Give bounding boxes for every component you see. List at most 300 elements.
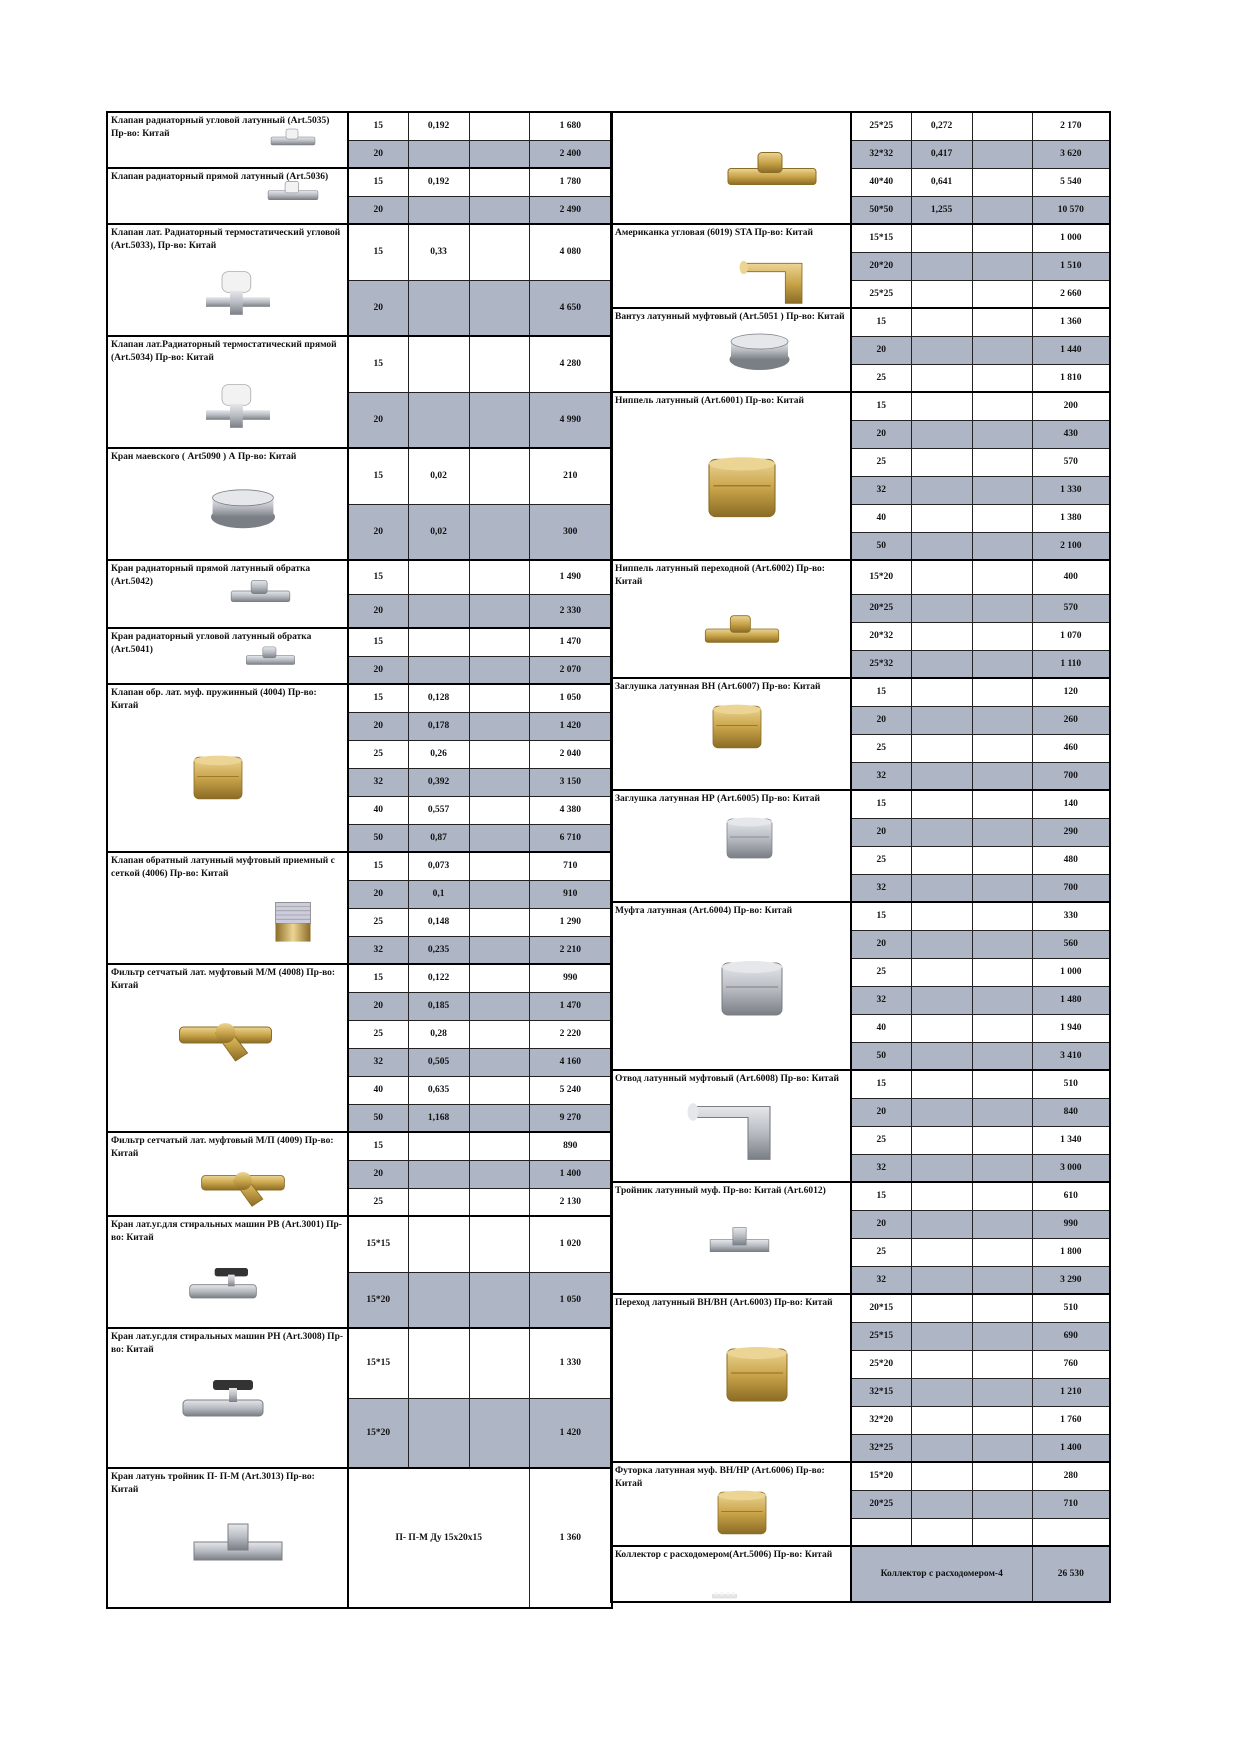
extra-cell xyxy=(469,594,529,628)
extra-cell xyxy=(972,622,1032,650)
extra-cell xyxy=(972,504,1032,532)
size-cell: 15 xyxy=(851,308,911,336)
product-name-cell xyxy=(107,628,348,684)
price-cell: 1 510 xyxy=(1032,252,1110,280)
weight-cell xyxy=(911,986,972,1014)
weight-cell: 0,073 xyxy=(408,852,469,880)
tee-valve-icon xyxy=(188,1495,288,1605)
weight-cell xyxy=(911,902,972,930)
table-row xyxy=(611,790,1110,818)
price-cell: 4 990 xyxy=(529,392,612,448)
angle-union-icon xyxy=(732,255,822,305)
weight-cell xyxy=(911,1266,972,1294)
extra-cell xyxy=(972,1350,1032,1378)
size-cell: 32 xyxy=(851,1154,911,1182)
price-cell: 1 420 xyxy=(529,1398,612,1468)
extra-cell xyxy=(469,712,529,740)
tee-icon xyxy=(702,1225,777,1265)
extra-cell xyxy=(469,656,529,684)
size-cell: 15 xyxy=(851,790,911,818)
return-valve-angle-icon xyxy=(243,641,298,677)
price-cell: 2 130 xyxy=(529,1188,612,1216)
weight-cell xyxy=(911,224,972,252)
size-cell: 25*25 xyxy=(851,112,911,140)
price-cell: 3 620 xyxy=(1032,140,1110,168)
product-name: Муфта латунная (Art.6004) Пр-во: Китай xyxy=(615,906,793,916)
price-cell: 400 xyxy=(1032,560,1110,594)
weight-cell xyxy=(911,818,972,846)
product-name: Футорка латунная муф. ВН/НР (Art.6006) Пр-во: Китай xyxy=(615,1466,825,1489)
price-cell: 9 270 xyxy=(529,1104,612,1132)
size-cell: 15 xyxy=(348,448,408,504)
extra-cell xyxy=(469,392,529,448)
weight-cell xyxy=(911,476,972,504)
price-cell: 4 650 xyxy=(529,280,612,336)
product-name: Кран маевского ( Art5090 ) А Пр-во: Китай xyxy=(111,452,297,462)
size-cell: 32 xyxy=(851,986,911,1014)
manifold-icon xyxy=(652,1587,797,1602)
weight-cell xyxy=(911,504,972,532)
price-cell: 610 xyxy=(1032,1182,1110,1210)
table-row xyxy=(107,964,612,992)
weight-cell xyxy=(911,1070,972,1098)
weight-cell xyxy=(911,532,972,560)
extra-cell xyxy=(972,1238,1032,1266)
price-cell: 5 540 xyxy=(1032,168,1110,196)
size-cell: 25 xyxy=(851,364,911,392)
table-row xyxy=(107,336,612,392)
table-row xyxy=(611,902,1110,930)
size-cell: 20 xyxy=(851,420,911,448)
price-cell: 1 470 xyxy=(529,628,612,656)
price-cell: 910 xyxy=(529,880,612,908)
price-table-left xyxy=(106,111,613,1609)
product-name: Отвод латунный муфтовый (Art.6008) Пр-во: Китай xyxy=(615,1074,840,1084)
price-cell: 1 470 xyxy=(529,992,612,1020)
extra-cell xyxy=(972,1266,1032,1294)
size-cell: 15 xyxy=(348,112,408,140)
weight-cell xyxy=(408,560,469,594)
extra-cell xyxy=(972,168,1032,196)
price-cell: 1 330 xyxy=(529,1328,612,1398)
weight-cell xyxy=(911,364,972,392)
size-cell: 15*15 xyxy=(348,1216,408,1272)
weight-cell xyxy=(911,1042,972,1070)
price-cell: 3 410 xyxy=(1032,1042,1110,1070)
extra-cell xyxy=(972,594,1032,622)
product-name-cell xyxy=(107,560,348,628)
size-cell: 15 xyxy=(851,1182,911,1210)
extra-cell xyxy=(972,336,1032,364)
product-name: Коллектор с расходомером(Art.5006) Пр-во: Китай xyxy=(615,1550,833,1560)
extra-cell xyxy=(972,1434,1032,1462)
product-name-cell xyxy=(611,112,851,224)
extra-cell xyxy=(469,908,529,936)
merged-description-cell: П- П-М Ду 15х20х15 xyxy=(348,1468,529,1608)
table-row xyxy=(107,628,612,656)
weight-cell: 1,255 xyxy=(911,196,972,224)
extra-cell xyxy=(972,280,1032,308)
size-cell: 15 xyxy=(348,1132,408,1160)
extra-cell xyxy=(972,986,1032,1014)
weight-cell: 0,33 xyxy=(408,224,469,280)
merged-description-cell: Коллектор с расходомером-4 xyxy=(851,1546,1032,1602)
table-row xyxy=(611,678,1110,706)
extra-cell xyxy=(972,1042,1032,1070)
weight-cell: 0,185 xyxy=(408,992,469,1020)
price-table-right xyxy=(610,111,1111,1603)
price-cell: 570 xyxy=(1032,448,1110,476)
extra-cell xyxy=(972,818,1032,846)
weight-cell xyxy=(911,1182,972,1210)
extra-cell xyxy=(972,1126,1032,1154)
nipple-icon xyxy=(687,433,797,543)
price-cell: 2 210 xyxy=(529,936,612,964)
price-cell: 1 400 xyxy=(529,1160,612,1188)
size-cell: 15*20 xyxy=(851,560,911,594)
extra-cell xyxy=(972,1210,1032,1238)
product-name-cell xyxy=(611,1070,851,1182)
size-cell xyxy=(851,1518,911,1546)
extra-cell xyxy=(972,1378,1032,1406)
price-cell: 1 340 xyxy=(1032,1126,1110,1154)
price-cell: 1 440 xyxy=(1032,336,1110,364)
weight-cell xyxy=(911,1378,972,1406)
price-cell: 480 xyxy=(1032,846,1110,874)
size-cell: 25 xyxy=(851,448,911,476)
price-cell: 710 xyxy=(1032,1490,1110,1518)
price-cell: 1 810 xyxy=(1032,364,1110,392)
product-name: Ниппель латунный переходной (Art.6002) Пр-во: Китай xyxy=(615,564,825,587)
weight-cell xyxy=(911,706,972,734)
size-cell: 32 xyxy=(348,1048,408,1076)
size-cell: 40 xyxy=(348,796,408,824)
extra-cell xyxy=(972,1462,1032,1490)
product-name: Переход латунный ВН/ВН (Art.6003) Пр-во: Китай xyxy=(615,1298,833,1308)
product-name: Кран радиаторный прямой латунный обратка (Art.5042) xyxy=(111,564,311,587)
reducing-nipple-icon xyxy=(692,609,792,659)
price-cell: 1 940 xyxy=(1032,1014,1110,1042)
size-cell: 15 xyxy=(348,168,408,196)
size-cell: 20 xyxy=(348,594,408,628)
price-cell: 1 000 xyxy=(1032,958,1110,986)
size-cell: 20 xyxy=(348,504,408,560)
product-name-cell xyxy=(611,308,851,392)
product-name-cell xyxy=(611,392,851,560)
size-cell: 32*20 xyxy=(851,1406,911,1434)
extra-cell xyxy=(469,1104,529,1132)
table-row xyxy=(611,1462,1110,1490)
return-valve-straight-icon xyxy=(223,575,298,615)
size-cell: 20 xyxy=(348,392,408,448)
price-cell: 1 360 xyxy=(1032,308,1110,336)
size-cell: 50 xyxy=(348,1104,408,1132)
extra-cell xyxy=(972,846,1032,874)
price-cell: 1 490 xyxy=(529,560,612,594)
extra-cell xyxy=(972,1518,1032,1546)
size-cell: 20 xyxy=(348,196,408,224)
table-row xyxy=(107,168,612,196)
extra-cell xyxy=(972,308,1032,336)
size-cell: 15*15 xyxy=(851,224,911,252)
weight-cell xyxy=(408,1328,469,1398)
product-name-cell xyxy=(107,684,348,852)
weight-cell xyxy=(408,392,469,448)
size-cell: 15 xyxy=(851,1070,911,1098)
table-row xyxy=(107,448,612,504)
radiator-valve-angle-icon xyxy=(258,125,328,155)
price-cell: 200 xyxy=(1032,392,1110,420)
weight-cell: 0,192 xyxy=(408,168,469,196)
extra-cell xyxy=(469,336,529,392)
size-cell: 25 xyxy=(851,846,911,874)
weight-cell xyxy=(911,1350,972,1378)
extra-cell xyxy=(972,1322,1032,1350)
weight-cell xyxy=(911,308,972,336)
table-row xyxy=(611,308,1110,336)
price-cell: 2 660 xyxy=(1032,280,1110,308)
table-row xyxy=(611,224,1110,252)
size-cell: 20 xyxy=(851,706,911,734)
price-cell: 1 680 xyxy=(529,112,612,140)
coupling-icon xyxy=(702,939,802,1039)
product-name: Тройник латунный муф. Пр-во: Китай (Art.6012) xyxy=(615,1186,826,1196)
table-row xyxy=(611,392,1110,420)
size-cell: 20*32 xyxy=(851,622,911,650)
price-cell: 460 xyxy=(1032,734,1110,762)
product-name: Заглушка латунная ВН (Art.6007) Пр-во: Китай xyxy=(615,682,821,692)
air-valve-icon xyxy=(722,327,797,377)
extra-cell xyxy=(972,224,1032,252)
washer-valve-ph-icon xyxy=(173,1369,273,1439)
price-cell: 3 290 xyxy=(1032,1266,1110,1294)
price-cell: 1 760 xyxy=(1032,1406,1110,1434)
extra-cell xyxy=(972,252,1032,280)
weight-cell xyxy=(911,762,972,790)
product-name: Ниппель латунный (Art.6001) Пр-во: Китай xyxy=(615,396,804,406)
size-cell: 20 xyxy=(851,1210,911,1238)
size-cell: 25*20 xyxy=(851,1350,911,1378)
check-valve-icon xyxy=(178,733,258,823)
weight-cell xyxy=(911,594,972,622)
product-name-cell xyxy=(107,112,348,168)
price-cell: 990 xyxy=(1032,1210,1110,1238)
extra-cell xyxy=(972,1406,1032,1434)
weight-cell: 0,02 xyxy=(408,448,469,504)
weight-cell xyxy=(911,874,972,902)
extra-cell xyxy=(972,790,1032,818)
extra-cell xyxy=(972,930,1032,958)
size-cell: 15*20 xyxy=(851,1462,911,1490)
extra-cell xyxy=(469,964,529,992)
size-cell: 20*15 xyxy=(851,1294,911,1322)
weight-cell xyxy=(911,1126,972,1154)
weight-cell xyxy=(408,1272,469,1328)
price-cell: 1 380 xyxy=(1032,504,1110,532)
table-row xyxy=(107,852,612,880)
weight-cell xyxy=(911,1518,972,1546)
price-cell: 710 xyxy=(529,852,612,880)
product-name: Кран лат.уг.для стиральных машин РВ (Art.3001) Пр-во: Китай xyxy=(111,1220,342,1243)
price-cell: 560 xyxy=(1032,930,1110,958)
weight-cell xyxy=(408,1160,469,1188)
price-cell: 570 xyxy=(1032,594,1110,622)
price-cell: 700 xyxy=(1032,762,1110,790)
price-cell: 210 xyxy=(529,448,612,504)
weight-cell xyxy=(911,392,972,420)
cap-female-icon xyxy=(697,697,777,757)
product-name-cell xyxy=(107,1132,348,1216)
size-cell: 25 xyxy=(348,1020,408,1048)
size-cell: 32*15 xyxy=(851,1378,911,1406)
extra-cell xyxy=(469,796,529,824)
size-cell: 40 xyxy=(851,504,911,532)
product-name: Американка угловая (6019) STA Пр-во: Китай xyxy=(615,228,814,238)
size-cell: 25 xyxy=(851,1238,911,1266)
union-icon xyxy=(722,137,822,212)
size-cell: 32 xyxy=(851,476,911,504)
price-cell: 4 160 xyxy=(529,1048,612,1076)
size-cell: 20 xyxy=(348,140,408,168)
extra-cell xyxy=(972,678,1032,706)
price-cell: 990 xyxy=(529,964,612,992)
extra-cell xyxy=(469,140,529,168)
product-name-cell xyxy=(107,964,348,1132)
extra-cell xyxy=(469,1020,529,1048)
price-cell: 510 xyxy=(1032,1070,1110,1098)
weight-cell: 0,87 xyxy=(408,824,469,852)
price-cell: 1 800 xyxy=(1032,1238,1110,1266)
product-name: Фильтр сетчатый лат. муфтовый М/М (4008) Пр-во: Китай xyxy=(111,968,336,991)
extra-cell xyxy=(469,824,529,852)
extra-cell xyxy=(469,1076,529,1104)
product-name-cell xyxy=(611,1182,851,1294)
table-row xyxy=(107,224,612,280)
extra-cell xyxy=(469,560,529,594)
price-cell: 510 xyxy=(1032,1294,1110,1322)
weight-cell xyxy=(408,656,469,684)
size-cell: 50 xyxy=(348,824,408,852)
weight-cell xyxy=(911,1462,972,1490)
thermostatic-valve-straight-icon xyxy=(198,373,278,441)
price-cell: 290 xyxy=(1032,818,1110,846)
size-cell: 15 xyxy=(348,336,408,392)
extra-cell xyxy=(469,628,529,656)
price-cell: 3 150 xyxy=(529,768,612,796)
product-name-cell xyxy=(107,1468,348,1608)
product-name: Кран радиаторный угловой латунный обратка (Art.5041) xyxy=(111,632,312,655)
extra-cell xyxy=(469,224,529,280)
size-cell: 32 xyxy=(348,936,408,964)
product-name-cell xyxy=(611,560,851,678)
extra-cell xyxy=(469,852,529,880)
price-cell: 4 280 xyxy=(529,336,612,392)
product-name-cell xyxy=(611,1546,851,1602)
extra-cell xyxy=(972,734,1032,762)
table-row xyxy=(107,1328,612,1398)
product-name: Заглушка латунная НР (Art.6005) Пр-во: Китай xyxy=(615,794,820,804)
weight-cell xyxy=(911,958,972,986)
weight-cell xyxy=(911,448,972,476)
extra-cell xyxy=(972,650,1032,678)
weight-cell: 0,1 xyxy=(408,880,469,908)
product-name-cell xyxy=(611,1294,851,1462)
size-cell: 32 xyxy=(348,768,408,796)
weight-cell xyxy=(911,420,972,448)
size-cell: 15 xyxy=(851,392,911,420)
size-cell: 40 xyxy=(851,1014,911,1042)
extra-cell xyxy=(469,1328,529,1398)
weight-cell: 0,417 xyxy=(911,140,972,168)
price-cell: 890 xyxy=(529,1132,612,1160)
price-cell: 2 220 xyxy=(529,1020,612,1048)
extra-cell xyxy=(469,1160,529,1188)
size-cell: 15*20 xyxy=(348,1272,408,1328)
product-name-cell xyxy=(107,852,348,964)
table-row xyxy=(107,1468,612,1608)
weight-cell: 1,168 xyxy=(408,1104,469,1132)
strainer-mf-icon xyxy=(198,1151,288,1211)
price-cell: 1 110 xyxy=(1032,650,1110,678)
extra-cell xyxy=(972,476,1032,504)
size-cell: 15 xyxy=(348,224,408,280)
size-cell: 25*15 xyxy=(851,1322,911,1350)
price-cell: 4 080 xyxy=(529,224,612,280)
table-row xyxy=(611,1294,1110,1322)
extra-cell xyxy=(469,1132,529,1160)
size-cell: 25 xyxy=(348,908,408,936)
extra-cell xyxy=(972,140,1032,168)
weight-cell: 0,505 xyxy=(408,1048,469,1076)
weight-cell xyxy=(408,280,469,336)
extra-cell xyxy=(972,1014,1032,1042)
extra-cell xyxy=(469,936,529,964)
extra-cell xyxy=(469,1398,529,1468)
price-cell xyxy=(1032,1518,1110,1546)
product-name: Кран латунь тройник П- П-М (Art.3013) Пр-во: Китай xyxy=(111,1472,315,1495)
weight-cell xyxy=(408,594,469,628)
price-cell: 1 020 xyxy=(529,1216,612,1272)
table-row xyxy=(611,1070,1110,1098)
product-name-cell xyxy=(107,448,348,560)
price-cell: 1 420 xyxy=(529,712,612,740)
extra-cell xyxy=(469,684,529,712)
price-cell: 280 xyxy=(1032,1462,1110,1490)
weight-cell xyxy=(911,1294,972,1322)
thermostatic-valve-angle-icon xyxy=(198,259,278,329)
price-cell: 1 000 xyxy=(1032,224,1110,252)
extra-cell xyxy=(972,874,1032,902)
price-cell: 1 480 xyxy=(1032,986,1110,1014)
price-cell: 2 040 xyxy=(529,740,612,768)
extra-cell xyxy=(972,762,1032,790)
product-name-cell xyxy=(611,902,851,1070)
weight-cell xyxy=(911,930,972,958)
extra-cell xyxy=(972,902,1032,930)
extra-cell xyxy=(972,1154,1032,1182)
weight-cell xyxy=(408,336,469,392)
size-cell: 40 xyxy=(348,1076,408,1104)
product-name-cell xyxy=(611,224,851,308)
extra-cell xyxy=(469,768,529,796)
product-name: Клапан лат.Радиаторный термостатический прямой (Art.5034) Пр-во: Китай xyxy=(111,340,337,363)
extra-cell xyxy=(972,958,1032,986)
elbow-icon xyxy=(682,1091,792,1166)
weight-cell xyxy=(408,1188,469,1216)
product-name: Вантуз латунный муфтовый (Art.5051 ) Пр-во: Китай xyxy=(615,312,845,322)
size-cell: 15 xyxy=(851,678,911,706)
extra-cell xyxy=(469,1048,529,1076)
